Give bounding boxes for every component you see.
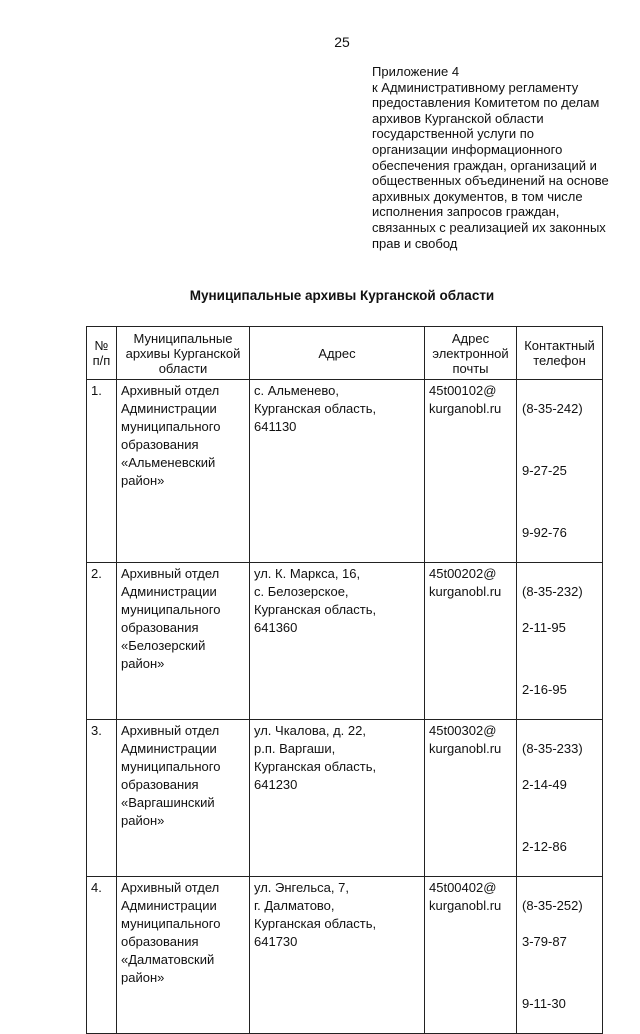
phone-number: 2-14-49 — [522, 777, 567, 792]
phone-number: 2-16-95 — [522, 682, 567, 697]
table-row — [87, 380, 603, 563]
archive-name: Архивный отдел Администрации муниципального образования «Варгашинский район» — [117, 720, 250, 877]
phone-code: (8-35-252) — [522, 898, 583, 913]
email: 45t00102@ kurganobl.ru — [425, 380, 517, 563]
header-archive: Муниципальные архивы Курганской области — [117, 327, 250, 380]
address: ул. Энгельса, 7, г. Далматово, Курганская область, 641730 — [250, 877, 425, 1034]
row-number: 2. — [87, 563, 117, 720]
phone-code: (8-35-242) — [522, 401, 583, 416]
row-number: 1. — [87, 380, 117, 563]
document-title: Муниципальные архивы Курганской области — [189, 288, 495, 303]
row-number: 4. — [87, 877, 117, 1034]
address: ул. Чкалова, д. 22, р.п. Варгаши, Курганская область, 641230 — [250, 720, 425, 877]
phone-cell — [517, 877, 603, 1034]
archive-name: Архивный отдел Администрации муниципального образования «Альменевский район» — [117, 380, 250, 563]
phone-number: 9-92-76 — [522, 525, 567, 540]
header-address: Адрес — [250, 327, 425, 380]
phone-cell — [517, 380, 603, 563]
archive-name: Архивный отдел Администрации муниципального образования «Белозерский район» — [117, 563, 250, 720]
address: с. Альменево, Курганская область, 641130 — [250, 380, 425, 563]
header-email: Адрес электронной почты — [425, 327, 517, 380]
phone-code: (8-35-232) — [522, 584, 583, 599]
phone-number: 2-12-86 — [522, 839, 567, 854]
email: 45t00302@ kurganobl.ru — [425, 720, 517, 877]
phone-number: 9-27-25 — [522, 463, 567, 478]
page-number: 25 — [334, 34, 350, 50]
header-num: № п/п — [87, 327, 117, 380]
table-row — [87, 563, 603, 720]
phone-code: (8-35-233) — [522, 741, 583, 756]
archive-name: Архивный отдел Администрации муниципального образования «Далматовский район» — [117, 877, 250, 1034]
phone-cell — [517, 563, 603, 720]
phone-number: 9-11-30 — [522, 996, 566, 1011]
phone-number: 3-79-87 — [522, 934, 567, 949]
phone-cell — [517, 720, 603, 877]
email: 45t00402@ kurganobl.ru — [425, 877, 517, 1034]
table-row — [87, 877, 603, 1034]
appendix-note: Приложение 4 к Административному регламенту предоставления Комитетом по делам архивов Курганской области государственной услуги по организации информационного обеспечения граждан, организаций и общественных объединений на основе архивных документов, в том числе исполнения запросов граждан, связанных с реализацией их законных прав и свобод — [372, 64, 609, 251]
phone-number: 2-11-95 — [522, 620, 566, 635]
row-number: 3. — [87, 720, 117, 877]
header-phone: Контактный телефон — [517, 327, 603, 380]
email: 45t00202@ kurganobl.ru — [425, 563, 517, 720]
archives-table — [86, 326, 603, 1034]
address: ул. К. Маркса, 16, с. Белозерское, Курганская область, 641360 — [250, 563, 425, 720]
table-row — [87, 720, 603, 877]
table-header-row — [87, 327, 603, 380]
